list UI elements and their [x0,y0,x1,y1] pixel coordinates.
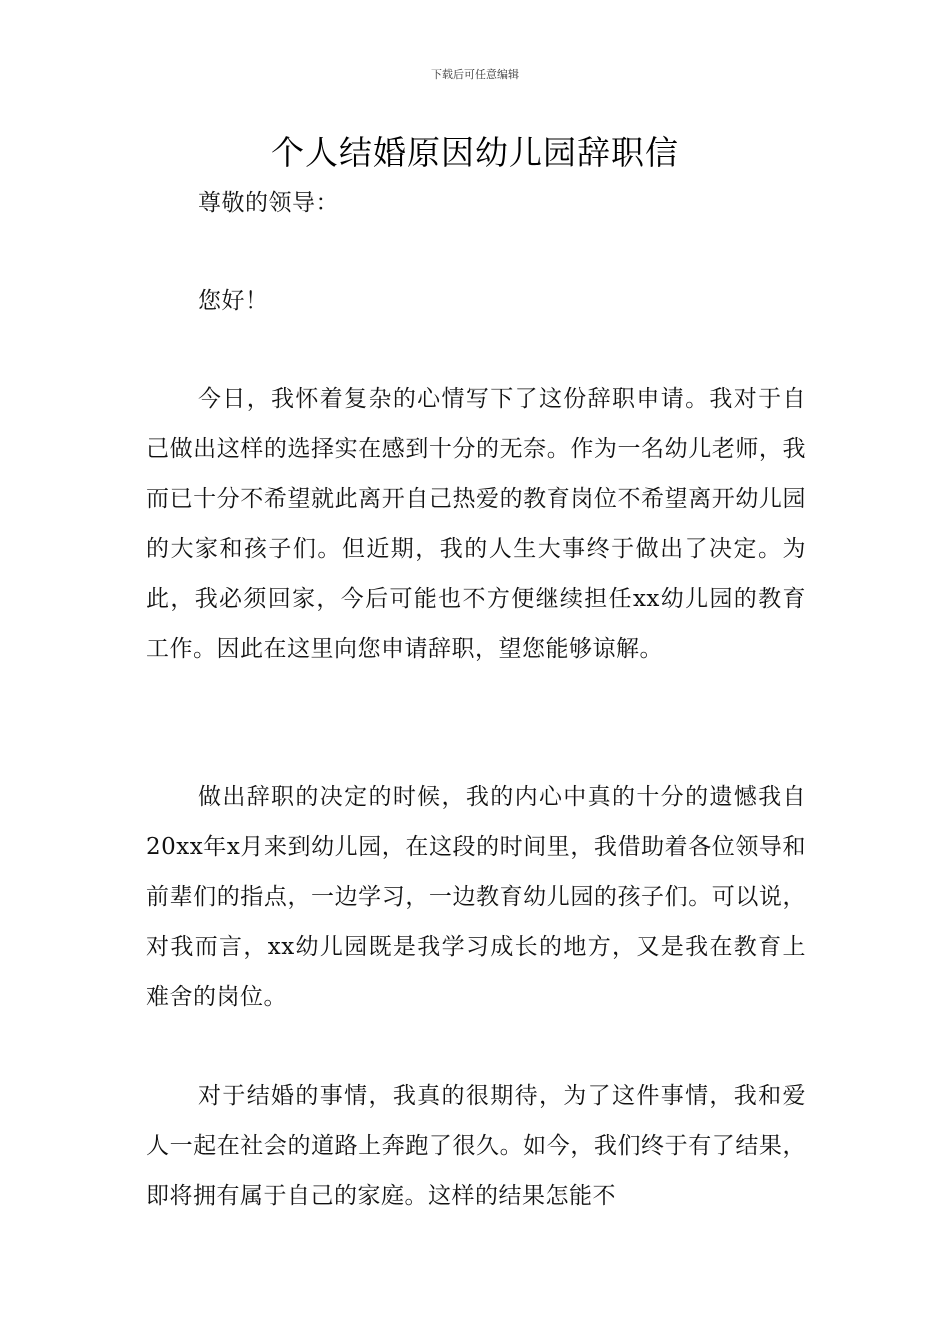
paragraph-text: 今日，我怀着复杂的心情写下了这份辞职申请。我对于自己做出这样的选择实在感到十分的无奈。作为一名幼儿老师，我而已十分不希望就此离开自己热爱的教育岗位不希望离开幼儿园的大家和孩子们。但近期，我的人生大事终于做出了决定。为此，我必须回家，今后可能也不方便继续担任xx幼儿园的教育工作。因此在这里向您申请辞职，望您能够谅解。 [146,386,806,662]
header-note: 下载后可任意编辑 [431,68,519,81]
greeting [146,276,806,326]
paragraph-text: 对于结婚的事情，我真的很期待，为了这件事情，我和爱人一起在社会的道路上奔跑了很久。如今，我们终于有了结果，即将拥有属于自己的家庭。这样的结果怎能不 [146,1083,806,1209]
paragraph-2 [146,772,806,1022]
paragraph-text: 做出辞职的决定的时候，我的内心中真的十分的遗憾我自20xx年x月来到幼儿园，在这段的时间里，我借助着各位领导和前辈们的指点，一边学习，一边教育幼儿园的孩子们。可以说，对我而言，xx幼儿园既是我学习成长的地方，又是我在教育上难舍的岗位。 [146,784,806,1010]
greeting-text: 您好！ [198,288,269,314]
page-title: 个人结婚原因幼儿园辞职信 [271,133,679,172]
salutation-text: 尊敬的领导： [198,190,339,216]
salutation [146,178,806,228]
paragraph-3 [146,1071,806,1221]
paragraph-1 [146,374,806,674]
